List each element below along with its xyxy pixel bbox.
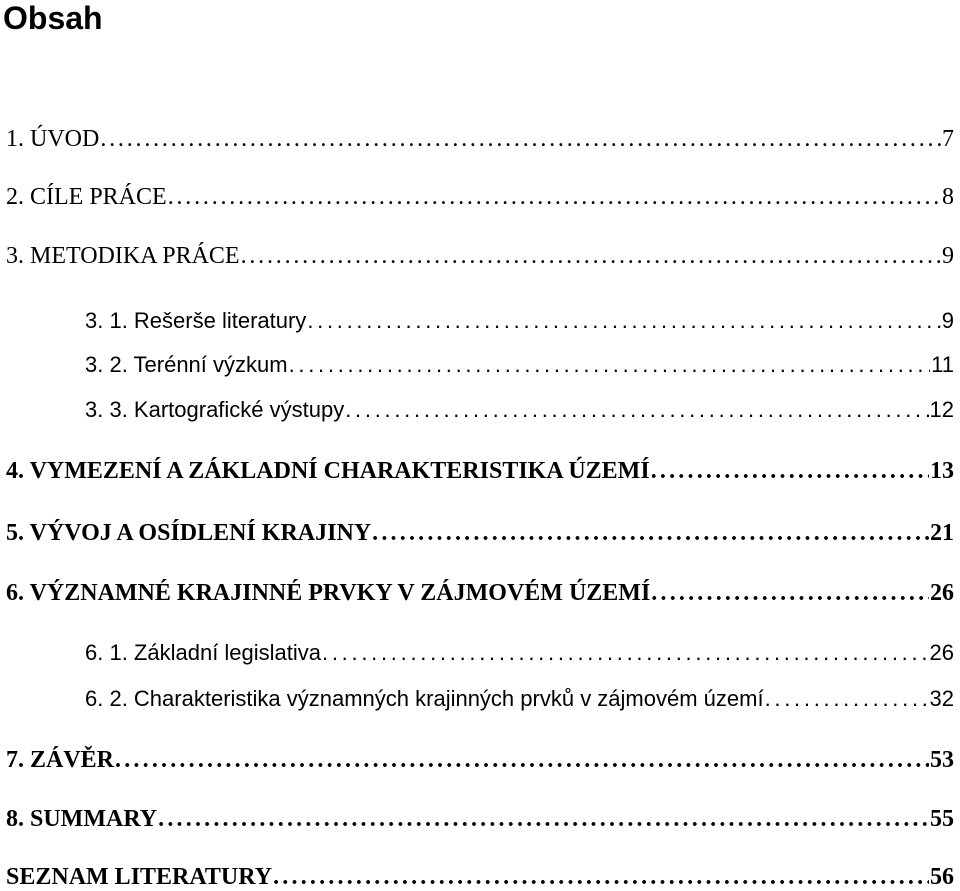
toc-entry-title: 8. SUMMARY [6, 806, 158, 832]
toc-entry-zaver[interactable] [6, 747, 954, 774]
toc-entry-uvod[interactable] [6, 126, 954, 153]
toc-entry-page: 56 [930, 864, 954, 890]
toc-entry-title: 3. 2. Terénní výzkum [85, 352, 288, 377]
dot-leader [651, 458, 929, 485]
dot-leader [158, 806, 929, 833]
toc-entry-title: 3. METODIKA PRÁCE [6, 243, 240, 269]
dot-leader [372, 520, 929, 547]
toc-entry-title: 6. 2. Charakteristika významných krajinných prvků v zájmovém území [85, 686, 764, 711]
toc-entry-vyznamne-prvky[interactable] [6, 580, 954, 607]
toc-entry-title: 6. VÝZNAMNÉ KRAJINNÉ PRVKY V ZÁJMOVÉM ÚZEMÍ [6, 580, 651, 606]
toc-entry-page: 11 [931, 352, 954, 377]
dot-leader [115, 747, 929, 774]
toc-entry-reserse-literatury[interactable] [85, 308, 954, 334]
dot-leader [289, 352, 931, 378]
dot-leader [100, 126, 941, 153]
toc-entry-title: SEZNAM LITERATURY [6, 864, 273, 890]
toc-entry-summary[interactable] [6, 806, 954, 833]
toc-entry-zakladni-legislativa[interactable] [85, 640, 954, 666]
toc-entry-page: 9 [942, 243, 954, 269]
toc-entry-page: 55 [930, 806, 954, 832]
toc-entry-page: 21 [930, 520, 954, 546]
dot-leader [765, 686, 929, 712]
toc-entry-page: 26 [930, 580, 954, 606]
toc-entry-page: 13 [930, 458, 954, 484]
dot-leader [241, 243, 941, 270]
toc-entry-title: 3. 1. Rešerše literatury [85, 308, 307, 333]
toc-entry-terenni-vyzkum[interactable] [85, 352, 954, 378]
toc-entry-page: 7 [942, 126, 954, 152]
toc-entry-title: 7. ZÁVĚR [6, 747, 115, 773]
toc-entry-metodika-prace[interactable] [6, 243, 954, 270]
dot-leader [307, 308, 940, 334]
toc-entry-page: 12 [929, 397, 954, 422]
toc-entry-seznam-literatury[interactable] [6, 864, 954, 891]
toc-entry-title: 1. ÚVOD [6, 126, 100, 152]
toc-entry-kartograficke-vystupy[interactable] [85, 397, 954, 423]
toc-entry-vymezeni-uzemi[interactable] [6, 458, 954, 485]
toc-entry-page: 8 [942, 184, 954, 210]
toc-entry-title: 2. CÍLE PRÁCE [6, 184, 167, 210]
toc-entry-title: 3. 3. Kartografické výstupy [85, 397, 345, 422]
dot-leader [168, 184, 941, 211]
toc-entry-page: 53 [930, 747, 954, 773]
toc-entry-title: 4. VYMEZENÍ A ZÁKLADNÍ CHARAKTERISTIKA ÚZEMÍ [6, 458, 650, 484]
dot-leader [273, 864, 929, 891]
dot-leader [345, 397, 928, 423]
toc-entry-title: 5. VÝVOJ A OSÍDLENÍ KRAJINY [6, 520, 372, 546]
dot-leader [651, 580, 929, 607]
toc-entry-title: 6. 1. Základní legislativa [85, 640, 322, 665]
toc-entry-charakteristika-vkp[interactable] [85, 686, 954, 712]
page-title: Obsah [3, 0, 103, 36]
toc-entry-cile-prace[interactable] [6, 184, 954, 211]
dot-leader [322, 640, 928, 666]
toc-entry-vyvoj-osidleni[interactable] [6, 520, 954, 547]
toc-entry-page: 9 [941, 308, 954, 333]
toc-entry-page: 26 [929, 640, 954, 665]
toc-entry-page: 32 [929, 686, 954, 711]
